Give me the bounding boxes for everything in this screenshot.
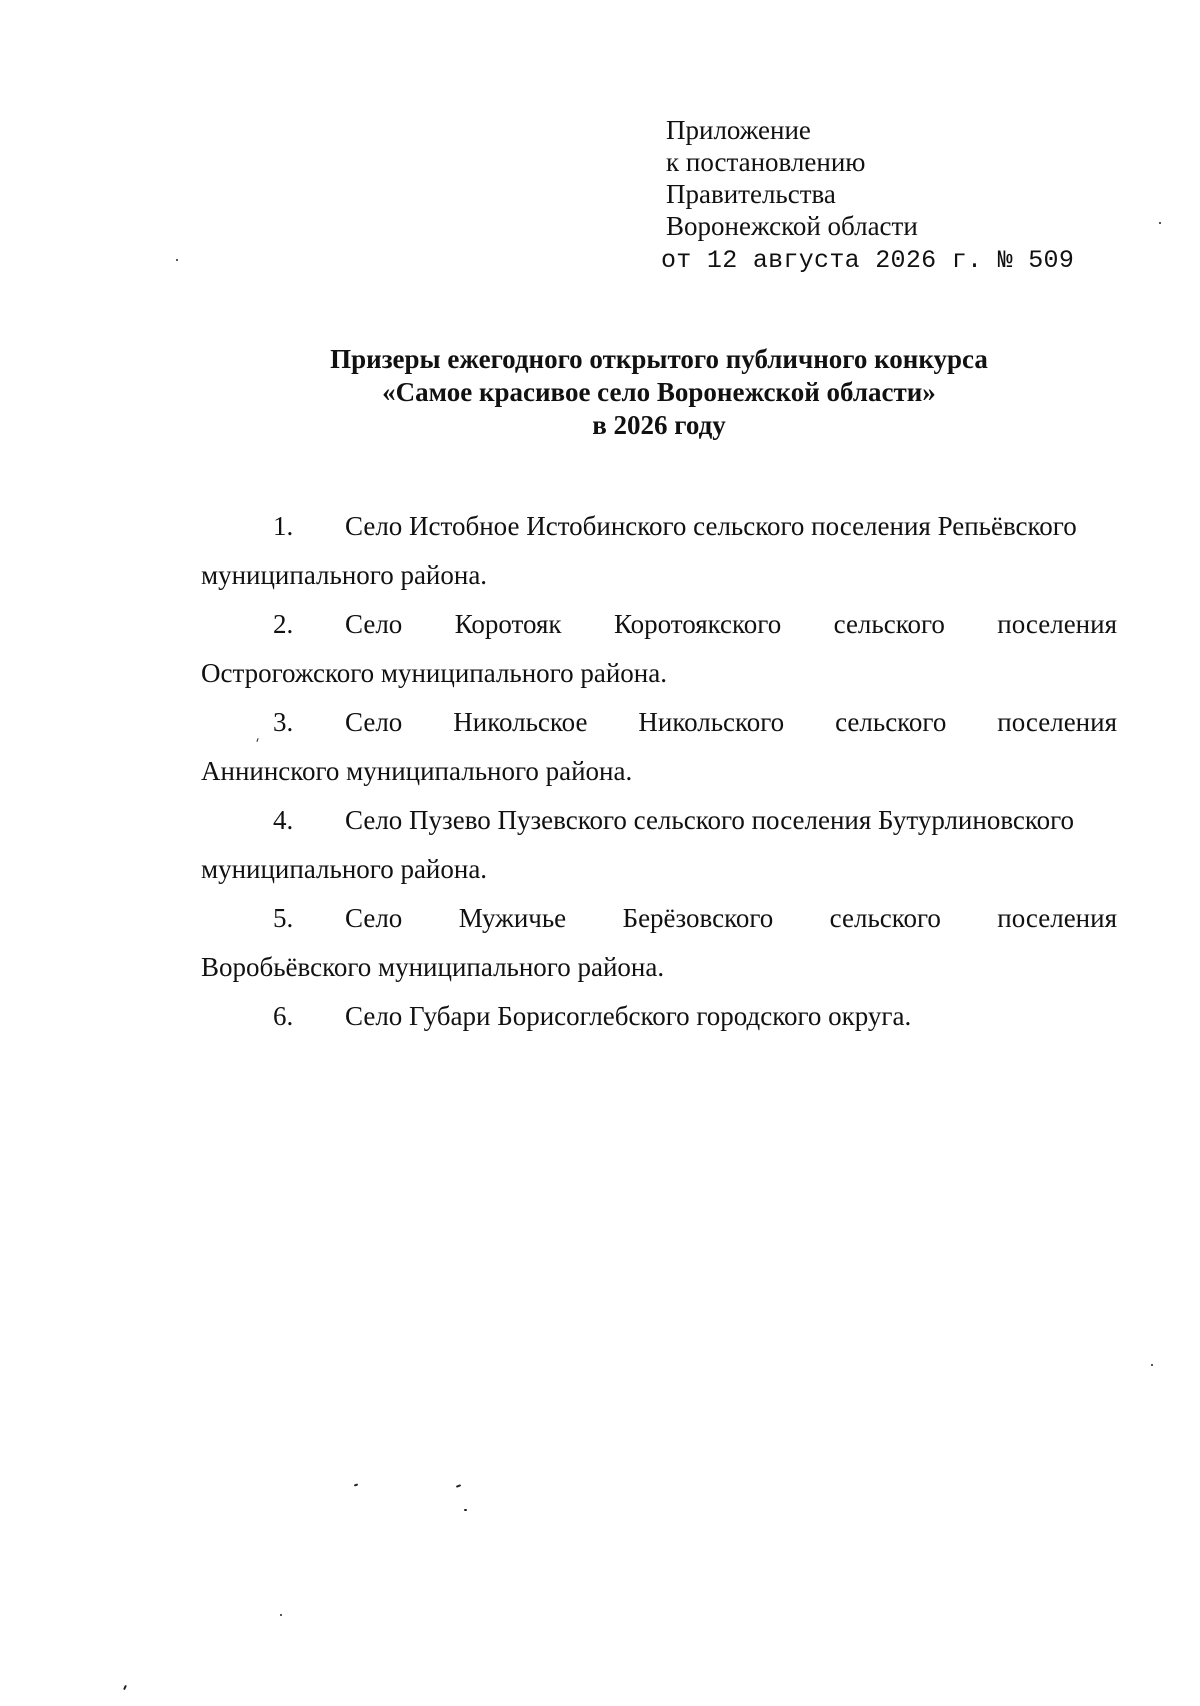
list-item-continuation: Острогожского муниципального района. — [201, 658, 667, 688]
list-item-continuation: Воробьёвского муниципального района. — [201, 952, 665, 982]
list-item — [201, 894, 1117, 992]
list-item-continuation: Аннинского муниципального района. — [201, 756, 633, 786]
list-item-text: Село Истобное Истобинского сельского поселения Репьёвского — [345, 511, 1077, 541]
title-line-3: в 2026 году — [592, 410, 726, 440]
scan-speck — [354, 1483, 358, 1486]
list-item — [201, 600, 1117, 698]
scan-speck — [176, 259, 178, 261]
appendix-line-3: Правительства — [666, 179, 836, 209]
appendix-line-2: к постановлению — [666, 147, 866, 177]
list-item-first-line — [201, 698, 1117, 747]
scan-speck — [1159, 222, 1161, 224]
decree-date-number: от 12 августа 2026 г. № 509 — [661, 246, 1075, 275]
list-item-text: Село Коротояк Коротоякского сельского поселения — [345, 609, 1117, 639]
scan-speck — [456, 1484, 461, 1488]
list-item-text: Село Мужичье Берёзовского сельского поселения — [345, 903, 1117, 933]
scan-speck — [464, 1509, 467, 1511]
scan-speck — [123, 1685, 127, 1690]
document-title — [200, 343, 1118, 442]
list-item — [201, 502, 1117, 600]
list-item-number: 1. — [273, 511, 294, 541]
list-item-number: 6. — [273, 1001, 294, 1031]
list-item-text: Село Никольское Никольского сельского поселения — [345, 707, 1117, 737]
list-item — [201, 796, 1117, 894]
list-item-number: 2. — [273, 609, 294, 639]
list-item — [201, 698, 1117, 796]
list-item-number: 5. — [273, 903, 294, 933]
title-line-1: Призеры ежегодного открытого публичного конкурса — [330, 344, 988, 374]
title-line-2: «Самое красивое село Воронежской области» — [382, 377, 936, 407]
scan-speck — [280, 1614, 282, 1616]
winners-list — [201, 502, 1117, 1041]
list-item-first-line — [201, 894, 1117, 943]
appendix-line-1: Приложение — [666, 115, 811, 145]
appendix-line-4: Воронежской области — [666, 211, 918, 241]
list-item-first-line — [201, 992, 1117, 1041]
list-item-first-line — [201, 502, 1117, 551]
list-item-text: Село Губари Борисоглебского городского округа. — [345, 1001, 912, 1031]
scan-speck — [1151, 1364, 1153, 1366]
list-item — [201, 992, 1117, 1041]
list-item-number: 4. — [273, 805, 294, 835]
list-item-number: 3. — [273, 707, 294, 737]
list-item-text: Село Пузево Пузевского сельского поселения Бутурлиновского — [345, 805, 1075, 835]
list-item-first-line — [201, 796, 1117, 845]
list-item-first-line — [201, 600, 1117, 649]
appendix-header — [661, 114, 1136, 277]
list-item-continuation: муниципального района. — [201, 854, 488, 884]
list-item-continuation: муниципального района. — [201, 560, 488, 590]
